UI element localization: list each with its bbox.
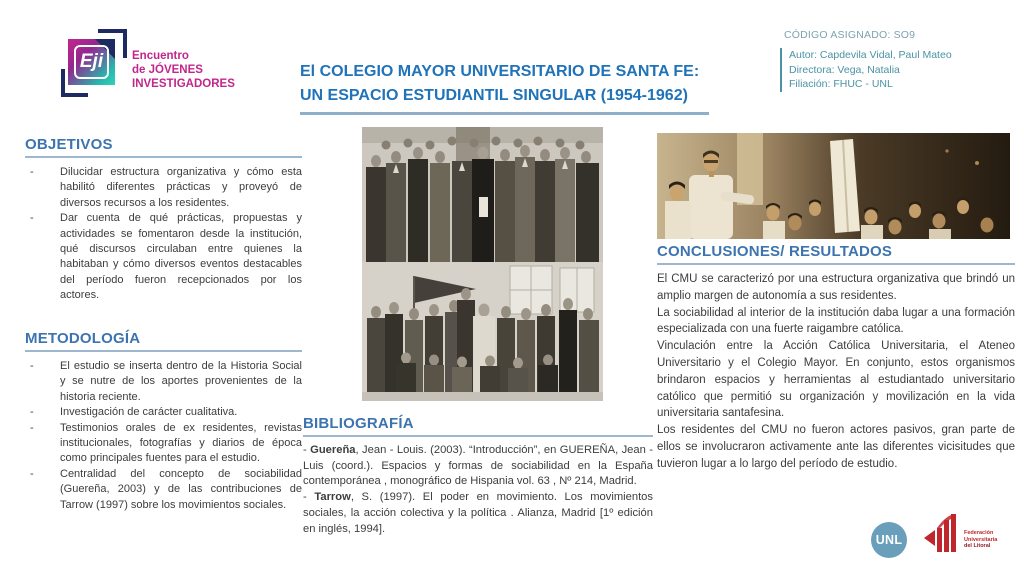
objetivos-list — [25, 165, 302, 304]
conclusiones-heading: CONCLUSIONES/ RESULTADOS — [657, 243, 893, 260]
heading-rule — [657, 263, 1015, 265]
eji-mark-icon — [68, 39, 115, 85]
ful-wordmark: Federación Universitaria del Litoral — [964, 530, 998, 549]
eji-bracket-icon — [123, 29, 127, 58]
director-line: Directora: Vega, Natalia — [789, 63, 900, 76]
list-item: - Testimonios orales de ex residentes, revistas institucionales, fotografías y diarios de época como principales fuentes para el estudio. — [30, 421, 302, 465]
eji-wordmark-line: Encuentro — [132, 50, 189, 62]
heading-rule — [303, 435, 653, 437]
conclusiones-text — [657, 271, 1015, 473]
metodologia-list — [25, 359, 302, 513]
objetivos-heading: OBJETIVOS — [25, 136, 113, 153]
eji-wordmark-line: INVESTIGADORES — [132, 78, 235, 90]
bib-entry: - Tarrow, S. (1997). El poder en movimiento. Los movimientos sociales, la acción colectiva y la política . Alianza, Madrid [1º edición en inglés, 1994]. — [303, 491, 653, 535]
author-block — [780, 48, 952, 92]
section-bibliografia — [303, 415, 653, 537]
conclusion-paragraph: Vinculación entre la Acción Católica Universitaria, el Ateneo Universitario y el Colegio Mayor. En conjunto, estos organismos brindaron espacios y herramientas al estudiantado universitario católico que permitió su organización y movilización en la vida universitaria santafesina. — [657, 340, 1015, 420]
eji-mark-text: Eji — [74, 45, 109, 79]
eji-wordmark-line: de JÓVENES — [132, 64, 203, 76]
eji-wordmark — [132, 49, 235, 91]
heading-rule — [25, 156, 302, 158]
affiliation-line: Filiación: FHUC - UNL — [789, 78, 893, 90]
section-objetivos — [25, 136, 302, 304]
eji-logo — [28, 12, 293, 96]
bib-entry: - Guereña, Jean - Louis. (2003). “Introducción”, en GUEREÑA, Jean - Luis (coord.). Espacios y formas de sociabilidad en la España contemporánea , monográfico de Hispania vol. 63 , Nº 214, Madrid. — [303, 444, 653, 488]
author-line: Autor: Capdevila Vidal, Paul Mateo — [789, 49, 952, 61]
section-conclusiones — [657, 243, 1015, 473]
unl-logo: UNL — [871, 522, 907, 558]
photo-group-posing — [362, 262, 603, 401]
heading-rule — [25, 350, 302, 352]
eji-bracket-icon — [61, 93, 88, 97]
metodologia-heading: METODOLOGÍA — [25, 330, 141, 347]
conclusion-paragraph: El CMU se caracterizó por una estructura organizativa que brindó un amplio margen de autonomía a sus residentes. — [657, 273, 1015, 302]
section-metodologia — [25, 330, 302, 513]
ful-logo — [922, 508, 1008, 566]
photo-group-standing — [362, 127, 603, 262]
poster-title-line1: El COLEGIO MAYOR UNIVERSITARIO DE SANTA FE: — [300, 63, 700, 80]
assigned-code: CÓDIGO ASIGNADO: SO9 — [784, 29, 916, 41]
list-item: - Investigación de carácter cualitativa. — [30, 406, 238, 419]
list-item: - Dar cuenta de qué prácticas, propuestas y actividades se fomentaron desde la institución, qué discursos circulaban entre quienes la habitaban y cómo diversos eventos destacables del período fueron recepcionados por los actores. — [30, 212, 302, 302]
conclusion-paragraph: La sociabilidad al interior de la institución daba lugar a una formación especializada con una fuerte raigambre católica. — [657, 306, 1015, 336]
poster-title-line2: UN ESPACIO ESTUDIANTIL SINGULAR (1954-1962) — [300, 87, 688, 104]
poster-title — [300, 60, 709, 115]
photo-column — [362, 127, 603, 401]
photo-crowd-banner — [657, 133, 1010, 239]
bibliografia-heading: BIBLIOGRAFÍA — [303, 415, 414, 432]
list-item: - El estudio se inserta dentro de la Historia Social y se nutre de los aportes provenientes de la historia reciente. — [30, 360, 302, 403]
list-item: - Centralidad del concepto de sociabilidad (Guereña, 2003) y de las contribuciones de Tarrow (1997) sobre los movimientos sociales. — [30, 467, 302, 511]
bibliografia-entries — [303, 443, 653, 537]
conclusion-paragraph: Los residentes del CMU no fueron actores pasivos, gran parte de ellos se involucraron activamente ante las diferentes vicisitudes que tuvieron lugar a lo largo del período de estudio. — [657, 424, 1015, 470]
ful-mark-icon — [922, 508, 962, 566]
list-item: - Dilucidar estructura organizativa y cómo esta habilitó diferentes prácticas y proveyó de diversos recursos a los residentes. — [30, 166, 302, 209]
